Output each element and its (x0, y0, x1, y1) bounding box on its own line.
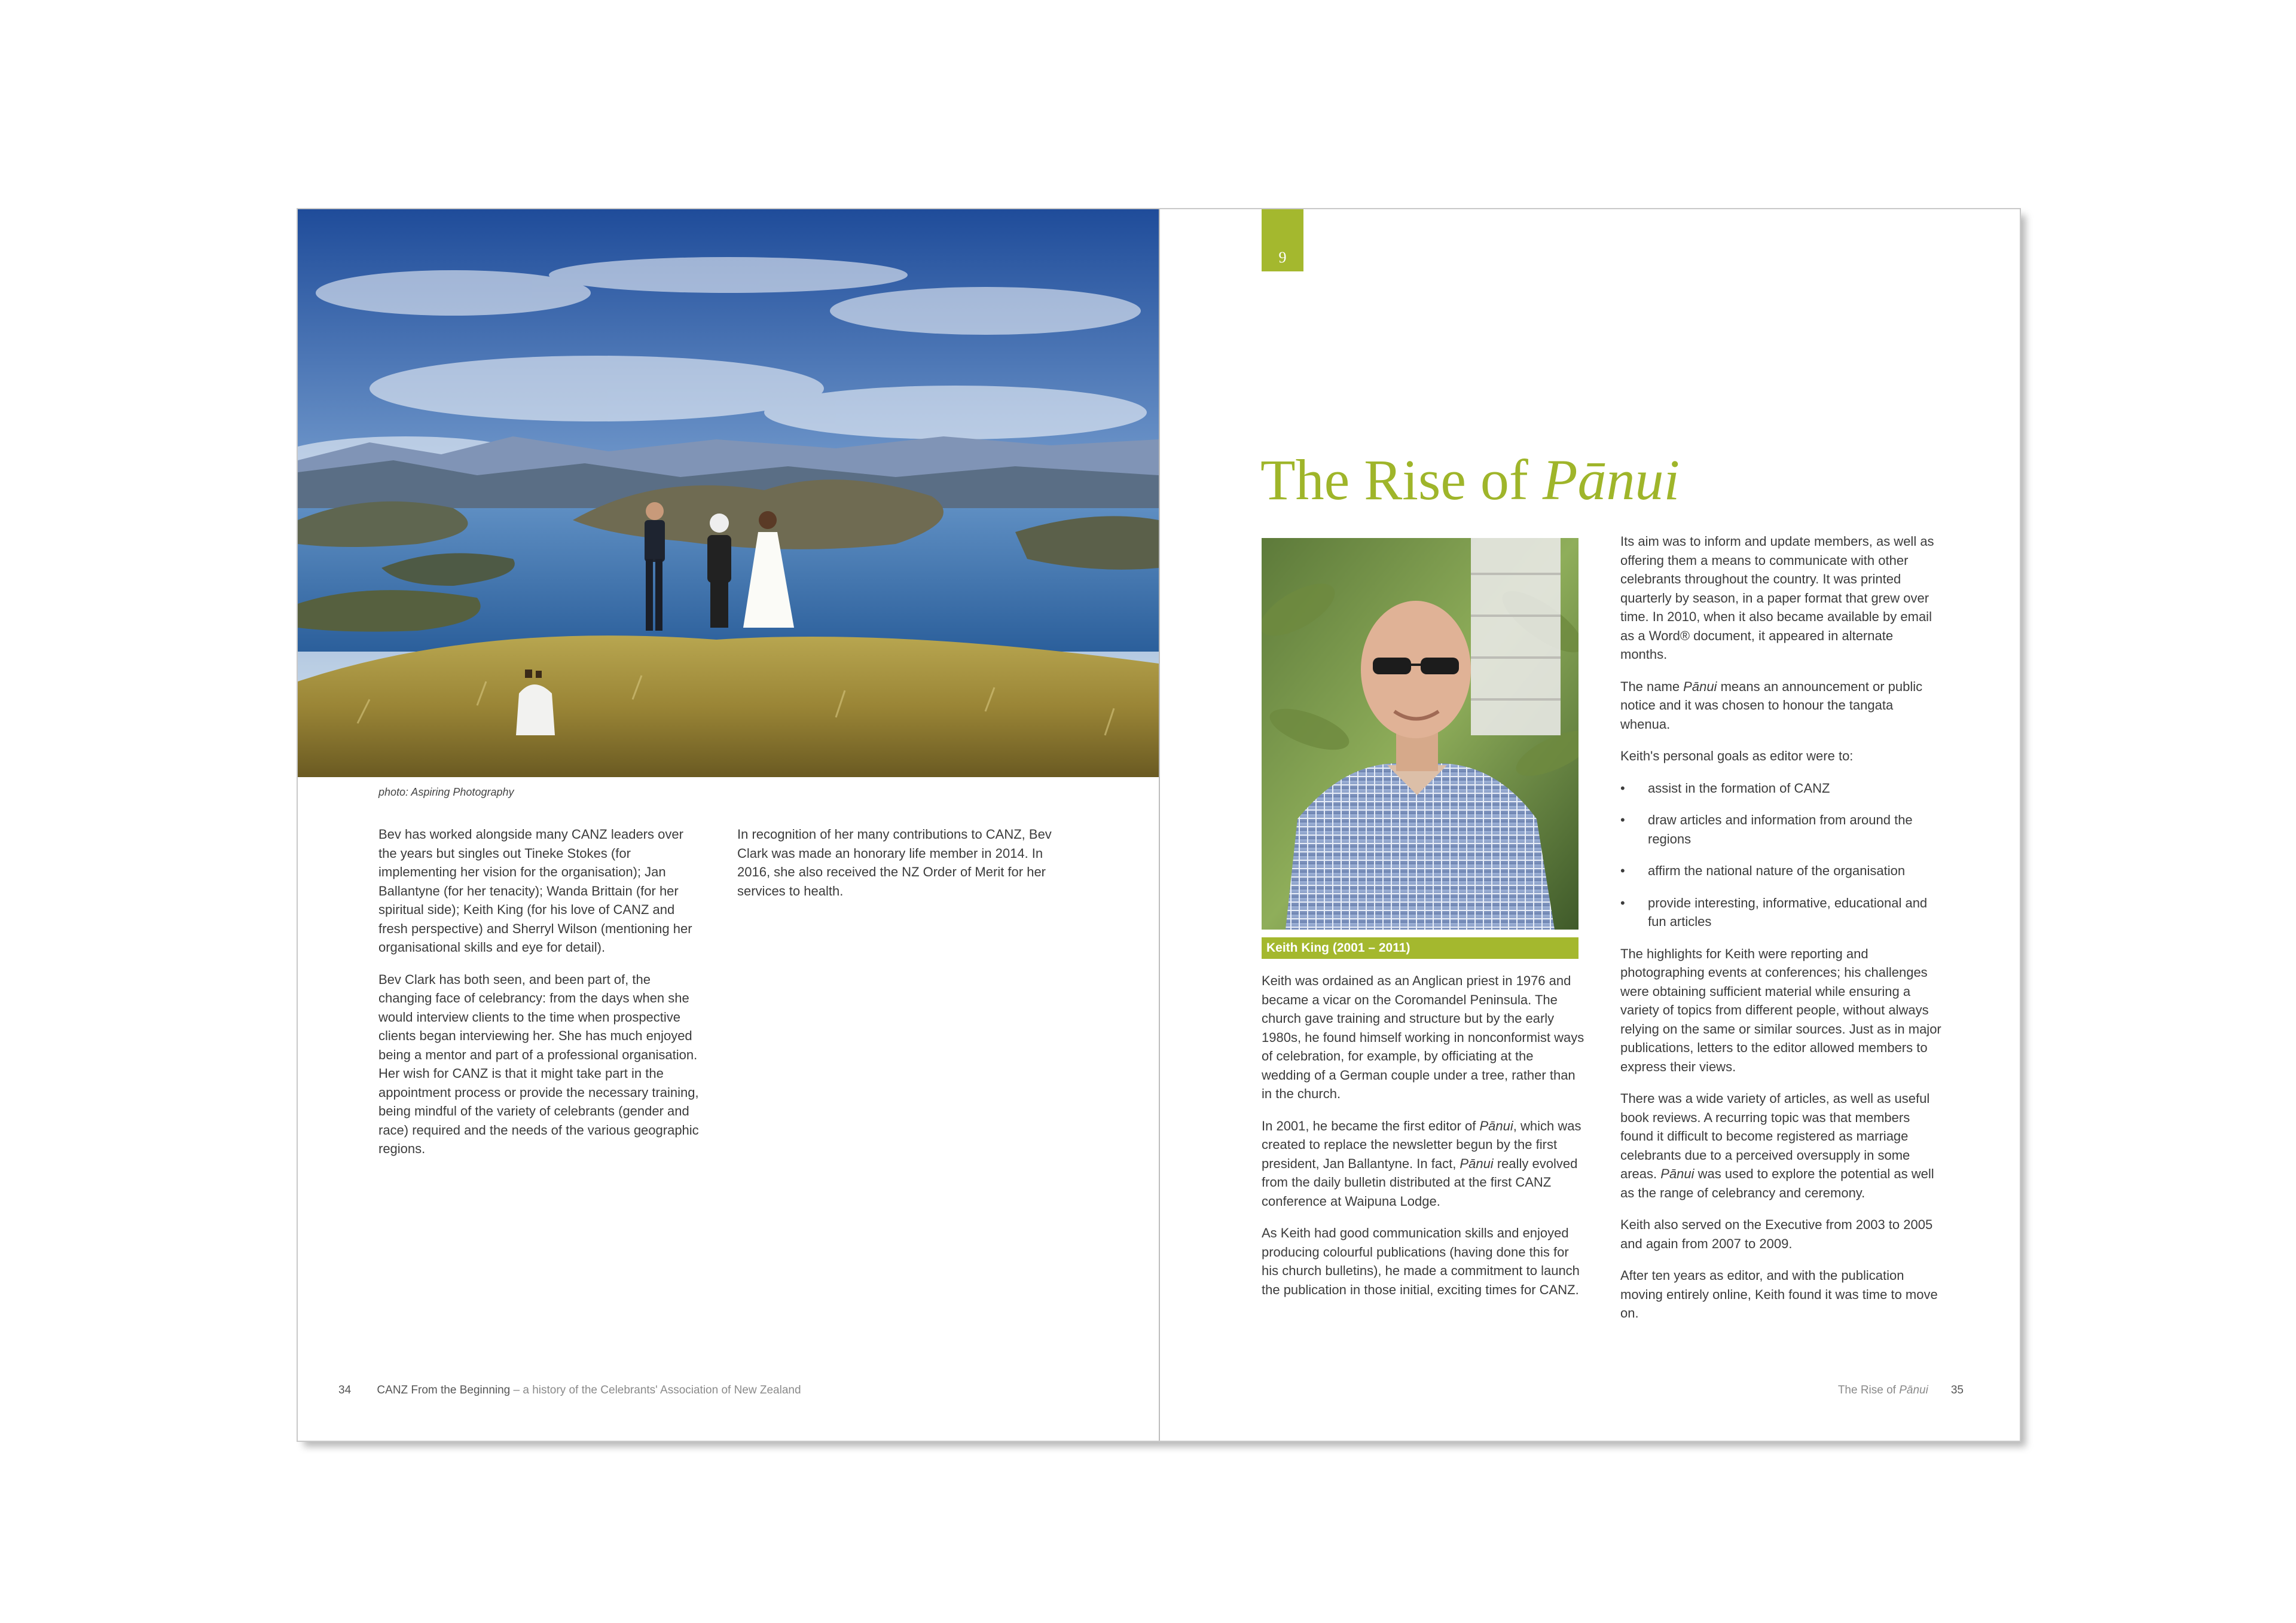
chapter-number: 9 (1278, 249, 1287, 266)
text: Its aim was to inform and update members, as well as offering them a means to communicate with other celebrants throughout the country. It was printed quarterly by season, in a paper format that grew over time. In 2010, when it also became available by email as a Word® document, it appeared in alternate months. (1620, 534, 1934, 662)
portrait-image (1262, 538, 1578, 930)
list-item (1620, 861, 1943, 881)
text: Keith was ordained as an Anglican priest in 1976 and became a vicar on the Coromandel Peninsula. The church gave training and structure but by the early 1980s, he found himself working in nonconformist ways of celebration, for example, by officiating at the wedding of a German couple under a tree, rather than in the church. (1262, 973, 1584, 1101)
page-number: 35 (1950, 1384, 1964, 1396)
text: Keith's personal goals as editor were to: (1620, 748, 1854, 763)
photo-caption: photo: Aspiring Photography (378, 786, 514, 798)
text: The highlights for Keith were reporting and photographing events at conferences; his challenges were obtaining sufficient material while ensuring a variety of topics from different people, without always relying on the same or similar sources. Just as in major publications, letters to the editor allowed members to express their views. (1620, 946, 1941, 1074)
paragraph (1262, 1224, 1584, 1299)
list-item (1620, 894, 1943, 931)
paragraph (1620, 677, 1943, 734)
page-number: 34 (338, 1384, 352, 1396)
chapter-title (1260, 448, 1680, 512)
panui-italic: Pānui (1460, 1156, 1494, 1171)
text: There was a wide variety of articles, as well as useful book reviews. A recurring topic was that members found it difficult to become registered as marriage celebrants due to a perceived oversupply in some areas. (1620, 1091, 1930, 1181)
paragraph (1620, 532, 1943, 664)
text: really evolved from the daily bulletin distributed at the first CANZ conference at Waipuna Lodge. (1262, 1156, 1578, 1209)
text: was used to explore the potential as well as the range of celebrancy and ceremony. (1620, 1166, 1934, 1200)
bullet: • (1620, 812, 1625, 827)
list-item-text: affirm the national nature of the organisation (1648, 863, 1906, 878)
left-column-2 (737, 825, 1057, 913)
chapter-number-tab (1262, 209, 1303, 271)
text: The name (1620, 678, 1684, 694)
paragraph (1620, 1215, 1943, 1253)
list-item (1620, 779, 1943, 798)
paragraph: Bev Clark has both seen, and been part of, the changing face of celebrancy: from the days when she would interview clients to the time when prospective clients began interviewing her. She has much enjoyed being a mentor and part of a professional organisation. Her wish for CANZ is that it might take part in the appointment process or provide the necessary training, being mindful of the variety of celebrants (gender and race) required and the needs of the various geographic regions. (378, 971, 699, 1156)
left-column-1 (378, 825, 701, 1172)
wedding-photo (298, 209, 1159, 777)
paragraph (1620, 747, 1943, 766)
paragraph: In recognition of her many contributions to CANZ, Bev Clark was made an honorary life member in 2014. In 2016, she also received the NZ Order of Merit for her services to health. (737, 827, 1052, 898)
text: Keith also served on the Executive from 2003 to 2005 and again from 2007 to 2009. (1620, 1217, 1933, 1251)
book-spread (298, 209, 2020, 1441)
right-column-1 (1262, 971, 1584, 1312)
panui-italic: Pānui (1683, 678, 1717, 694)
right-footer (1838, 1384, 1964, 1397)
text: means an announcement or public notice and it was chosen to honour the tangata whenua. (1620, 678, 1923, 732)
bullet: • (1620, 780, 1625, 796)
left-footer (338, 1384, 801, 1397)
wedding-photo-image (298, 209, 1159, 777)
text: , which was created to replace the newsletter begun by the first president, Jan Ballantyne. In fact, (1262, 1118, 1581, 1171)
paragraph (1620, 945, 1943, 1077)
text: As Keith had good communication skills and enjoyed producing colourful publications (having done this for his church bulletins), he made a commitment to launch the publication in those initial, exciting times for CANZ. (1262, 1225, 1580, 1297)
portrait-caption: Keith King (2001 – 2011) (1262, 937, 1578, 959)
running-head-italic: Pānui (1899, 1384, 1928, 1396)
list-item (1620, 811, 1943, 848)
text: After ten years as editor, and with the publication moving entirely online, Keith found it was time to move on. (1620, 1268, 1938, 1321)
keith-king-portrait (1262, 538, 1578, 930)
panui-italic: Pānui (1660, 1166, 1694, 1181)
text: In 2001, he became the first editor of (1262, 1118, 1480, 1133)
list-item-text: provide interesting, informative, educational and fun articles (1648, 895, 1928, 929)
bullet: • (1620, 895, 1625, 910)
right-page (1159, 209, 2021, 1441)
editor-goals-list (1620, 779, 1943, 931)
right-column-2 (1620, 532, 1943, 1336)
list-item-text: draw articles and information from around the regions (1648, 812, 1913, 846)
paragraph (1262, 1117, 1584, 1211)
chapter-title-plain: The Rise of (1260, 448, 1543, 512)
chapter-title-italic: Pānui (1542, 448, 1680, 512)
panui-italic: Pānui (1479, 1118, 1513, 1133)
book-title: CANZ From the Beginning (377, 1384, 511, 1396)
paragraph: Bev has worked alongside many CANZ leaders over the years but singles out Tineke Stokes (for implementing her vision for the organisation); Jan Ballantyne (for her tenacity); Wanda Brittain (for her spiritual side); Keith King (for his love of CANZ and fresh perspective) and Sherryl Wilson (mentioning her organisational skills and eye for detail). (378, 827, 692, 955)
running-head-plain: The Rise of (1837, 1384, 1900, 1396)
list-item-text: assist in the formation of CANZ (1648, 780, 1830, 796)
book-subtitle: – a history of the Celebrants' Association of New Zealand (510, 1384, 801, 1396)
paragraph (1262, 971, 1584, 1104)
paragraph (1620, 1089, 1943, 1202)
bullet: • (1620, 863, 1625, 878)
paragraph (1620, 1266, 1943, 1323)
left-page (298, 209, 1159, 1441)
